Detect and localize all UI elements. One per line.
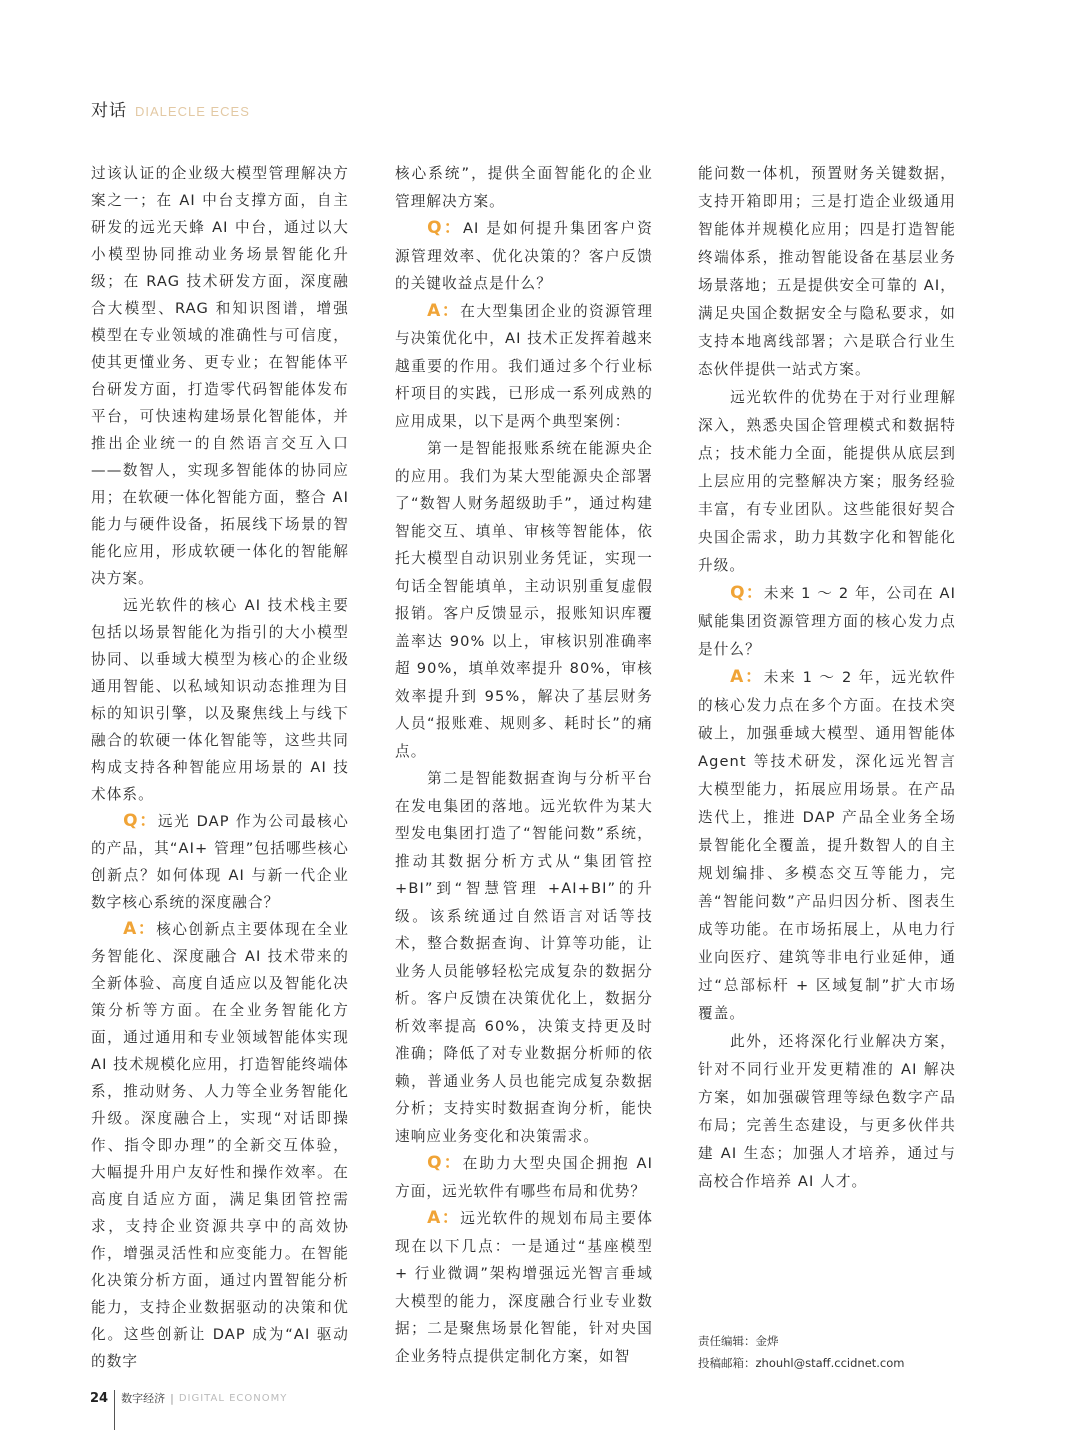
body-paragraph	[698, 384, 956, 580]
body-paragraph	[395, 435, 653, 765]
paragraph-text: 未来 1 ～ 2 年，远光软件的核心发力点在多个方面。在技术突破上，加强垂域大模型、通用智能体 Agent 等技术研发，深化远光智言大模型能力，拓展应用场景。在产品迭代上，推进 DAP 产品全业务全场景智能化全覆盖，提升数智人的自主规划编排、多模态交互等能力，完善“智能问数”产品归因分析、图表生成等功能。在市场拓展上，从电力行业向医疗、建筑等非电行业延伸，通过“总部标杆 + 区域复制”扩大市场覆盖。	[698, 669, 956, 1022]
body-paragraph	[395, 160, 653, 215]
article-column-3	[698, 160, 956, 1196]
submission-email: 投稿邮箱：zhouhl@staff.ccidnet.com	[698, 1356, 905, 1370]
paragraph-text: 在大型集团企业的资源管理与决策优化中，AI 技术正发挥着越来越重要的作用。我们通过多个行业标杆项目的实践，已形成一系列成熟的应用成果，以下是两个典型案例：	[395, 302, 654, 430]
section-subtitle: DIALECLE ECES	[135, 104, 250, 119]
question-label: Q：	[427, 218, 463, 238]
answer-label: A：	[730, 667, 764, 687]
answer-paragraph	[91, 916, 349, 1375]
paragraph-text: 在助力大型央国企拥抱 AI 方面，远光软件有哪些布局和优势？	[395, 1155, 653, 1200]
paragraph-text: 能问数一体机，预置财务关键数据，支持开箱即用；三是打造企业级通用智能体并规模化应用；四是打造智能终端体系，推动智能设备在基层业务场景落地；五是提供安全可靠的 AI，满足央国企数据安全与隐私要求，如支持本地离线部署；六是联合行业生态伙伴提供一站式方案。	[698, 165, 956, 378]
magazine-name-english: DIGITAL ECONOMY	[178, 1392, 288, 1404]
body-paragraph	[91, 160, 349, 592]
paragraph-text: 核心创新点主要体现在全业务智能化、深度融合 AI 技术带来的全新体验、高度自适应以及智能化决策分析等方面。在全业务智能化方面，通过通用和专业领域智能体实现 AI 技术规模化应用，打造智能终端体系，推动财务、人力等全业务智能化升级。深度融合上，实现“对话即操作、指令即办理”的全新交互体验，大幅提升用户友好性和操作效率。在高度自适应方面，满足集团管控需求，支持企业资源共享中的高效协作，增强灵活性和应变能力。在智能化决策分析方面，通过内置智能分析能力，支持企业数据驱动的决策和优化。这些创新让 DAP 成为“AI 驱动的数字	[91, 921, 350, 1370]
question-paragraph	[395, 215, 653, 298]
body-paragraph	[91, 592, 349, 808]
body-paragraph	[698, 160, 956, 384]
question-label: Q：	[427, 1153, 463, 1173]
paragraph-text: 第一是智能报账系统在能源央企的应用。我们为某大型能源央企部署了“数智人财务超级助手”，通过构建智能交互、填单、审核等智能体，依托大模型自动识别业务凭证，实现一句话全智能填单，主动识别重复虚假报销。客户反馈显示，报账知识库覆盖率达 90% 以上，审核识别准确率超 90%，填单效率提升 80%，审核效率提升到 95%，解决了基层财务人员“报账难、规则多、耗时长”的痛点。	[395, 440, 653, 760]
paragraph-text: 远光 DAP 作为公司最核心的产品，其“AI+ 管理”包括哪些核心创新点？如何体现 AI 与新一代企业数字核心系统的深度融合？	[91, 813, 349, 911]
answer-label: A：	[123, 919, 157, 939]
paragraph-text: AI 是如何提升集团客户资源管理效率、优化决策的？客户反馈的关键收益点是什么？	[395, 220, 654, 292]
answer-paragraph	[395, 1205, 653, 1370]
magazine-name: 数字经济	[121, 1392, 166, 1405]
answer-paragraph	[698, 664, 956, 1028]
paragraph-text: 远光软件的核心 AI 技术栈主要包括以场景智能化为指引的大小模型协同、以垂域大模型为核心的企业级通用智能、以私域知识动态推理为目标的知识引擎，以及聚焦线上与线下融合的软硬一体化智能等，这些共同构成支持各种智能应用场景的 AI 技术体系。	[91, 597, 349, 803]
paragraph-text: 此外，还将深化行业解决方案，针对不同行业开发更精准的 AI 解决方案，如加强碳管理等绿色数字产品布局；完善生态建设，与更多伙伴共建 AI 生态；加强人才培养，通过与高校合作培养 AI 人才。	[698, 1033, 956, 1190]
page-footer	[90, 1390, 287, 1406]
article-column-1	[91, 160, 349, 1375]
article-column-2	[395, 160, 653, 1370]
paragraph-text: 远光软件的规划布局主要体现在以下几点：一是通过“基座模型 + 行业微调”架构增强远光智言垂域大模型的能力，深度融合行业专业数据；二是聚焦场景化智能，针对央国企业务特点提供定制化方案，如智	[395, 1210, 654, 1365]
answer-label: A：	[427, 300, 461, 321]
section-title: 对话	[91, 101, 127, 121]
paragraph-text: 未来 1 ～ 2 年，公司在 AI 赋能集团资源管理方面的核心发力点是什么？	[698, 585, 956, 658]
answer-paragraph	[395, 298, 653, 436]
body-paragraph	[395, 765, 653, 1150]
paragraph-text: 核心系统”，提供全面智能化的企业管理解决方案。	[395, 165, 653, 210]
paragraph-text: 过该认证的企业级大模型管理解决方案之一；在 AI 中台支撑方面，自主研发的远光天蜂 AI 中台，通过以大小模型协同推动业务场景智能化升级；在 RAG 技术研发方面，深度融合大模型、RAG 和知识图谱，增强模型在专业领域的准确性与可信度，使其更懂业务、更专业；在智能体平台研发方面，打造零代码智能体发布平台，可快速构建场景化智能体，并推出企业统一的自然语言交互入口——数智人，实现多智能体的协同应用；在软硬一体化智能方面，整合 AI 能力与硬件设备，拓展线下场景的智能化应用，形成软硬一体化的智能解决方案。	[91, 165, 349, 587]
editor-credit: 责任编辑：金烨	[698, 1334, 779, 1348]
credits	[698, 1330, 905, 1374]
page-number: 24	[90, 1390, 109, 1406]
question-label: Q：	[123, 811, 158, 831]
question-paragraph	[395, 1150, 653, 1205]
body-paragraph	[698, 1028, 956, 1196]
paragraph-text: 第二是智能数据查询与分析平台在发电集团的落地。远光软件为某大型发电集团打造了“智能问数”系统，推动其数据分析方式从“集团管控 +BI”到“智慧管理 +AI+BI”的升级。该系统通过自然语言对话等技术，整合数据查询、计算等功能，让业务人员能够轻松完成复杂的数据分析。客户反馈在决策优化上，数据分析效率提高 60%，决策支持更及时准确；降低了对专业数据分析师的依赖，普通业务人员也能完成复杂数据分析；支持实时数据查询分析，能快速响应业务变化和决策需求。	[395, 770, 653, 1145]
answer-label: A：	[427, 1208, 461, 1228]
footer-separator: |	[170, 1391, 174, 1405]
question-paragraph	[91, 808, 349, 916]
question-label: Q：	[730, 583, 764, 603]
footer-divider	[114, 1390, 115, 1430]
section-header	[91, 96, 250, 121]
paragraph-text: 远光软件的优势在于对行业理解深入，熟悉央国企管理模式和数据特点；技术能力全面，能提供从底层到上层应用的完整解决方案；服务经验丰富，有专业团队。这些能很好契合央国企需求，助力其数字化和智能化升级。	[698, 389, 956, 574]
question-paragraph	[698, 580, 956, 664]
